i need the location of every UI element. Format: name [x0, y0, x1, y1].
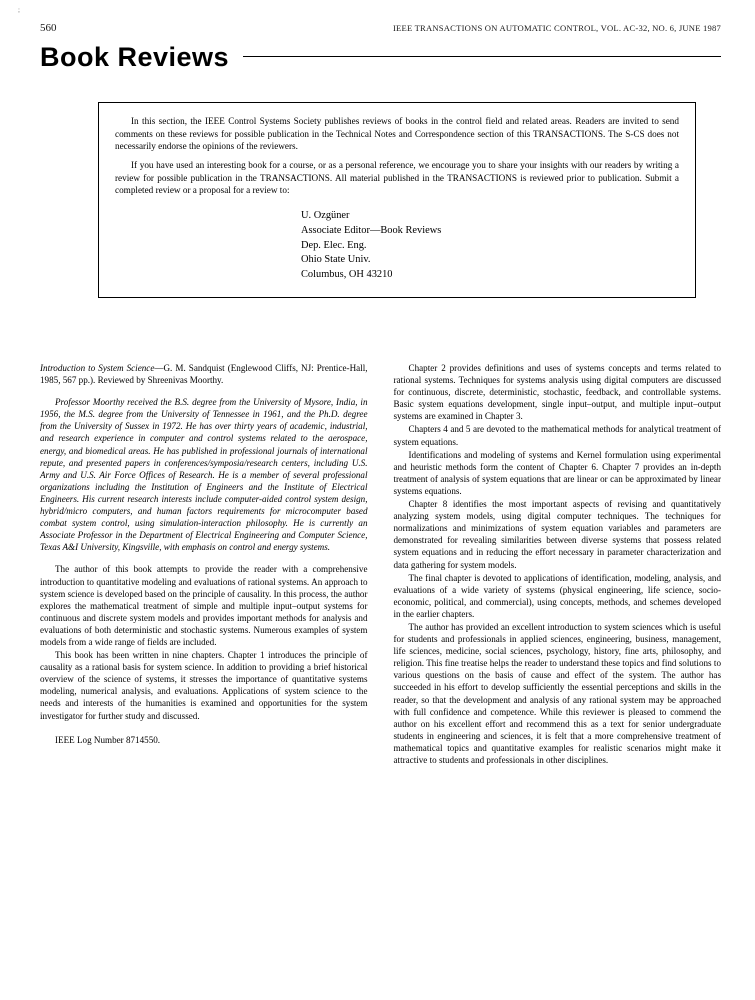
left-paragraph-1: The author of this book attempts to provide the reader with a comprehensive introduction to quantitative modeling and evaluations of rational systems. An approach to system science is developed based on the principle of causality. In this process, the author explores the mathematical treatment of simple and multiple input–output systems for continuous and discrete system models and provides important methods for analysis and evaluations of both deterministic and stochastic systems. Numerous examples of system models from a wide range of fields are included.: [40, 564, 368, 647]
right-paragraph-6: The author has provided an excellent introduction to system sciences which is useful for students and professionals in applied sciences, engineering, business, management, life sciences, medicine, social sciences, psychology, history, fine arts, philosophy, and religion. This fine treatise helps the reader to understand these topics and find solutions to various questions on the basis of cause and effect of the system. The author has succeeded in his effort to develop sufficiently the essential perceptions and skills in the reader, so that the development and analysis of any rational system may be approached with full confidence and competence. While this reviewer is pleased to commend the author on his excellent effort and recommend this as a text for senior undergraduate students in engineering and sciences, it is felt that a more comprehensive treatment of mathematical topics and quantitative examples for realistic scenarios might make it attractive to students and professionals in other disciplines.: [393, 621, 721, 765]
right-paragraph-3: Identifications and modeling of systems and Kernel formulation using experimental and heuristic methods form the content of Chapter 6. Chapter 7 provides an in-depth treatment of analysis of system equations that are linear or can be approximated by linear systems equations.: [393, 449, 721, 496]
right-paragraph-1: Chapter 2 provides definitions and uses of systems concepts and terms related to rational systems. Techniques for systems analysis using digital computers are discussed for continuous, discrete, deterministic, stochastic, feedback, and controllable systems. Basic system equations development, single input–output, and multiple input–output systems are examined in Chapter 3.: [393, 363, 721, 422]
right-column: [394, 362, 722, 767]
section-heading: [40, 42, 721, 73]
editor-role: Associate Editor—Book Reviews: [301, 224, 442, 236]
title-divider: [243, 56, 721, 57]
left-paragraph-2: This book has been written in nine chapters. Chapter 1 introduces the principle of causality as a rational basis for system science. In addition to providing a brief historical overview of the science of systems, it stresses the importance of quantitative systems modeling, numerical analysis, and evaluations. Applications of system science to the needs and interests of the humanities is examined and opportunities for the system investigator for further study and discussed.: [40, 650, 368, 721]
notice-paragraph-2: If you have used an interesting book for a course, or as a personal reference, we encourage you to share your insights with our readers by writing a review for possible publication in the TRANSACTIONS. All material published in the TRANSACTIONS is reviewed prior to publication. Submit a completed review or a proposal for a review to:: [115, 160, 679, 196]
editor-institution: Ohio State Univ.: [301, 254, 371, 266]
book-title: Introduction to System Science: [40, 363, 155, 373]
editor-name: U. Ozgüner: [301, 210, 350, 222]
page-number: 560: [40, 22, 57, 34]
editor-notice-box: [98, 102, 696, 298]
review-book-heading: [40, 362, 368, 386]
right-paragraph-2: Chapters 4 and 5 are devoted to the mathematical methods for analytical treatment of system equations.: [393, 424, 721, 447]
notice-paragraph-1: In this section, the IEEE Control Systems Society publishes reviews of books in the control field and related areas. Readers are invited to send comments on these reviews for possible publication in the Technical Notes and Correspondence section of this TRANSACTIONS. The S-CS does not necessarily endorse the opinions of the reviewers.: [115, 116, 679, 152]
reviewer-biography: Professor Moorthy received the B.S. degree from the University of Mysore, India, in 1956, the M.S. degree from the University of Tennessee in 1961, and the Ph.D. degree from the University of Sussex in 1972. He has over thirty years of academic, industrial, and research experience in computer and control systems related to the aerospace, energy, and biomedical areas. He has published in professional journals of international repute, and presented papers in conferences/symposia/research centers, including U.S. Army and U.S. Air Force Offices of Research. He is a member of several professional organizations including the Institution of Engineers and the Institute of Electrical Engineers. His current research interests include computer-aided control system design, hybrid/micro computers, and human factors requirements for microcomputer based combat system control, using simulation-interaction philosophy. He is currently an Associate Professor in the Department of Electrical Engineering and Computer Science, Texas A&I University, Kingsville, with emphasis on control and energy systems.: [40, 397, 368, 553]
editor-city-state-zip: Columbus, OH 43210: [301, 269, 393, 281]
page-title: Book Reviews: [40, 42, 230, 72]
journal-reference-line: IEEE TRANSACTIONS ON AUTOMATIC CONTROL, VOL. AC-32, NO. 6, JUNE 1987: [393, 23, 721, 33]
page-corner-mark: ;: [18, 6, 21, 14]
right-paragraph-4: Chapter 8 identifies the most important aspects of revising and quantitatively analyzing system models, using digital computer techniques. The techniques for normalizations and minimizations of system equation variables and parameters are demonstrated for revealing similarities between diverse systems that possess related system equations and in reducing the effort necessary in parameter characterization and data gathering for system models.: [393, 499, 721, 570]
right-paragraph-5: The final chapter is devoted to applications of identification, modeling, analysis, and evaluations of a wide variety of systems (physical engineering, life science, socio-economic, political, and commercial), using concepts, methods, and schemes developed in the earlier chapters.: [393, 572, 721, 619]
page-header: [40, 22, 721, 34]
book-credit: —G. M. Sandquist (Englewood Cliffs, NJ: Prentice-Hall, 1985, 567 pp.). Reviewed by Shreenivas Moorthy.: [40, 363, 368, 386]
ieee-log-number: IEEE Log Number 8714550.: [55, 734, 161, 745]
left-column: [40, 362, 368, 767]
editor-address: [115, 209, 679, 283]
editor-department: Dep. Elec. Eng.: [301, 239, 367, 251]
article-columns: [40, 362, 721, 767]
